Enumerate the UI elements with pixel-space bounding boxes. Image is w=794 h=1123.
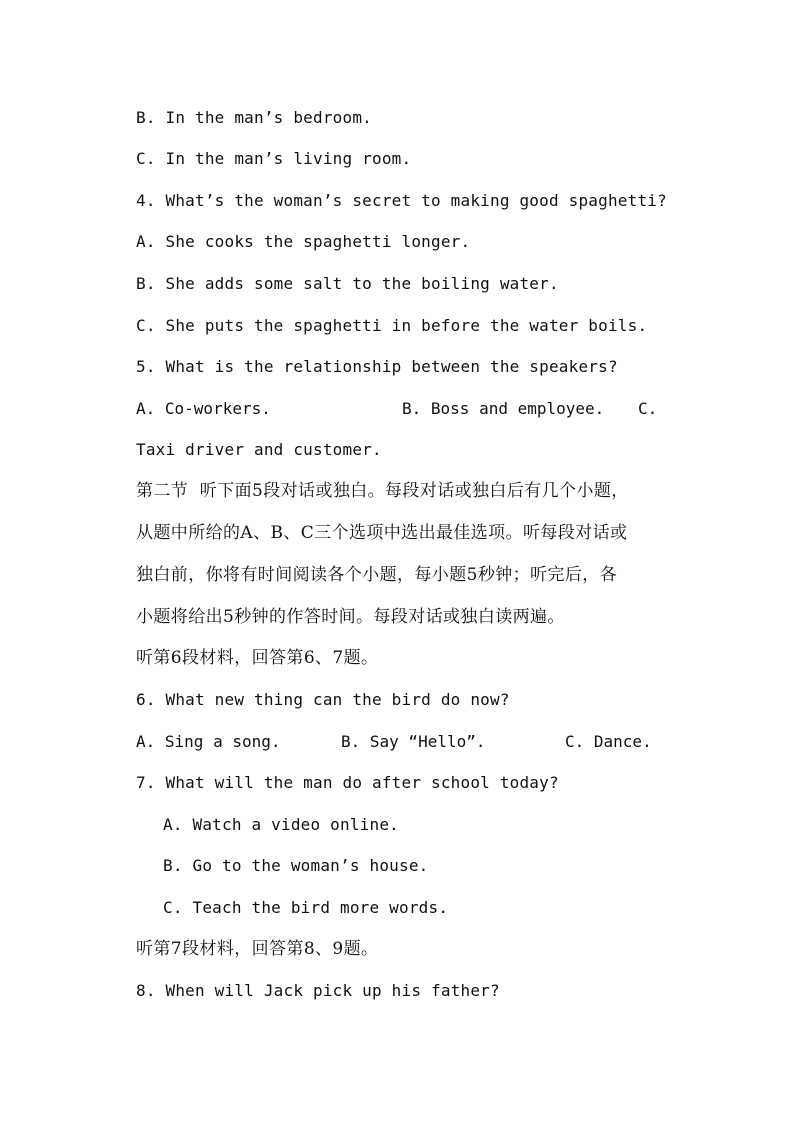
q3-option-c: C. In the man’s living room. bbox=[136, 149, 412, 168]
section-2-instructions-line-4: 小题将给出5秒钟的作答时间。每段对话或独白读两遍。 bbox=[136, 607, 565, 627]
q7-option-c: C. Teach the bird more words. bbox=[163, 898, 449, 917]
section-2-instructions-line-1: 第二节 听下面5段对话或独白。每段对话或独白后有几个小题， bbox=[136, 481, 629, 501]
q6-option-b: B. Say “Hello”. bbox=[341, 732, 486, 751]
q5-options-row bbox=[136, 399, 666, 419]
question-7: 7. What will the man do after school today? bbox=[136, 773, 559, 792]
q4-option-c: C. She puts the spaghetti in before the water boils. bbox=[136, 316, 648, 335]
question-4: 4. What’s the woman’s secret to making good spaghetti? bbox=[136, 191, 667, 210]
question-5: 5. What is the relationship between the speakers? bbox=[136, 357, 618, 376]
q5-option-a: A. Co-workers. bbox=[136, 399, 271, 418]
section-2-instructions-line-3: 独白前，你将有时间阅读各个小题，每小题5秒钟；听完后，各 bbox=[136, 565, 618, 585]
q3-option-b: B. In the man’s bedroom. bbox=[136, 108, 372, 127]
q7-option-a: A. Watch a video online. bbox=[163, 815, 399, 834]
section-2-instructions-line-2: 从题中所给的A、B、C三个选项中选出最佳选项。听每段对话或 bbox=[136, 523, 628, 543]
q6-option-a: A. Sing a song. bbox=[136, 732, 281, 751]
question-8: 8. When will Jack pick up his father? bbox=[136, 981, 500, 1000]
q5-option-c-label: C. bbox=[638, 399, 658, 418]
q6-option-c: C. Dance. bbox=[565, 732, 652, 751]
q6-options-row bbox=[136, 732, 666, 752]
q5-option-b: B. Boss and employee. bbox=[402, 399, 605, 418]
q5-option-c-text: Taxi driver and customer. bbox=[136, 440, 382, 459]
q4-option-b: B. She adds some salt to the boiling water. bbox=[136, 274, 559, 293]
q4-option-a: A. She cooks the spaghetti longer. bbox=[136, 232, 471, 251]
question-6: 6. What new thing can the bird do now? bbox=[136, 690, 510, 709]
q7-option-b: B. Go to the woman’s house. bbox=[163, 856, 429, 875]
material-7-heading: 听第7段材料，回答第8、9题。 bbox=[136, 939, 379, 959]
material-6-heading: 听第6段材料，回答第6、7题。 bbox=[136, 648, 379, 668]
